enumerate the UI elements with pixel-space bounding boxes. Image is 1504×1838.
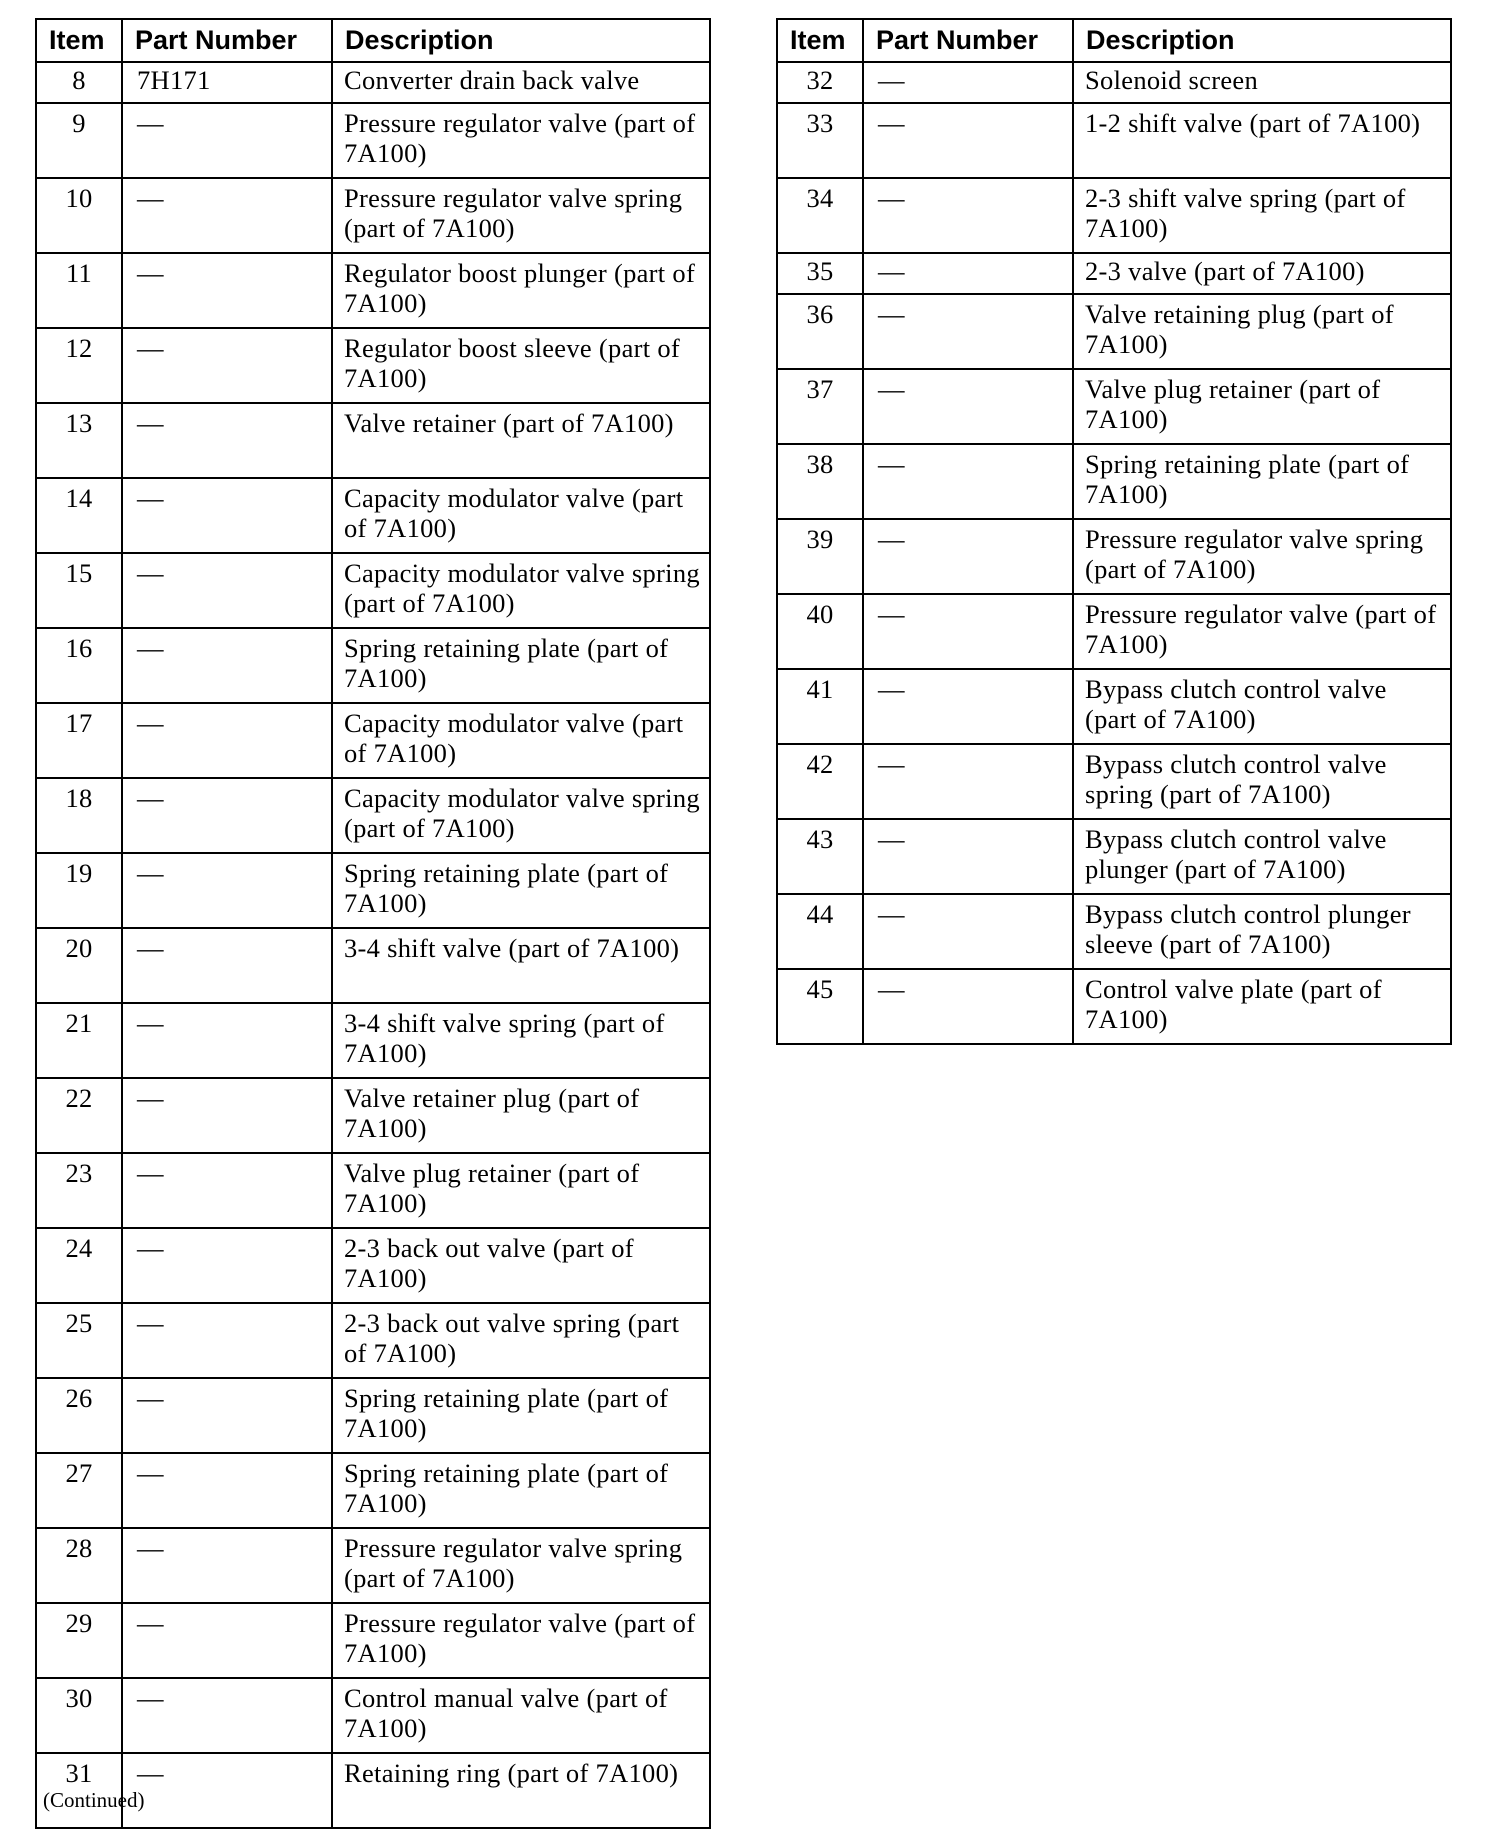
table-row <box>777 294 1451 369</box>
part-number-cell: — <box>863 744 1073 819</box>
part-number-cell: — <box>122 778 332 853</box>
item-number-cell: 8 <box>36 62 122 103</box>
item-number-cell: 25 <box>36 1303 122 1378</box>
table-row <box>36 1453 710 1528</box>
part-number-cell: — <box>122 703 332 778</box>
table-row <box>36 103 710 178</box>
description-cell: 2-3 shift valve spring (part of 7A100) <box>1073 178 1451 253</box>
description-cell: 2-3 valve (part of 7A100) <box>1073 253 1451 294</box>
table-row <box>36 328 710 403</box>
part-number-cell: — <box>863 519 1073 594</box>
item-number-cell: 40 <box>777 594 863 669</box>
description-cell: Pressure regulator valve spring (part of 7A100) <box>1073 519 1451 594</box>
table-row <box>36 1378 710 1453</box>
column-header-item: Item <box>777 19 863 62</box>
continued-note: (Continued) <box>43 1788 145 1812</box>
table-row <box>777 594 1451 669</box>
description-cell: Capacity modulator valve spring (part of 7A100) <box>332 553 710 628</box>
part-number-cell: — <box>863 894 1073 969</box>
description-cell: Control valve plate (part of 7A100) <box>1073 969 1451 1044</box>
description-cell: Bypass clutch control valve spring (part of 7A100) <box>1073 744 1451 819</box>
item-number-cell: 18 <box>36 778 122 853</box>
table-row <box>36 628 710 703</box>
part-number-cell: 7H171 <box>122 62 332 103</box>
description-cell: Valve retainer (part of 7A100) <box>332 403 710 478</box>
item-number-cell: 31 <box>36 1753 122 1828</box>
part-number-cell: — <box>122 478 332 553</box>
table-row <box>777 519 1451 594</box>
table-row <box>36 703 710 778</box>
item-number-cell: 17 <box>36 703 122 778</box>
table-row <box>777 62 1451 103</box>
part-number-cell: — <box>122 553 332 628</box>
description-cell: Solenoid screen <box>1073 62 1451 103</box>
part-number-cell: — <box>122 928 332 1003</box>
table-row <box>777 744 1451 819</box>
column-header-part-number: Part Number <box>863 19 1073 62</box>
part-number-cell: — <box>863 253 1073 294</box>
part-number-cell: — <box>863 103 1073 178</box>
parts-table-right <box>776 18 1452 1045</box>
description-cell: Spring retaining plate (part of 7A100) <box>1073 444 1451 519</box>
description-cell: Regulator boost sleeve (part of 7A100) <box>332 328 710 403</box>
item-number-cell: 21 <box>36 1003 122 1078</box>
description-cell: Bypass clutch control valve (part of 7A100) <box>1073 669 1451 744</box>
item-number-cell: 26 <box>36 1378 122 1453</box>
table-row <box>777 178 1451 253</box>
description-cell: Converter drain back valve <box>332 62 710 103</box>
item-number-cell: 28 <box>36 1528 122 1603</box>
column-header-description: Description <box>1073 19 1451 62</box>
part-number-cell: — <box>863 178 1073 253</box>
item-number-cell: 42 <box>777 744 863 819</box>
table-row <box>777 369 1451 444</box>
table-row <box>36 778 710 853</box>
item-number-cell: 23 <box>36 1153 122 1228</box>
item-number-cell: 24 <box>36 1228 122 1303</box>
item-number-cell: 36 <box>777 294 863 369</box>
item-number-cell: 34 <box>777 178 863 253</box>
table-row <box>36 928 710 1003</box>
table-row <box>36 178 710 253</box>
description-cell: Spring retaining plate (part of 7A100) <box>332 1453 710 1528</box>
item-number-cell: 39 <box>777 519 863 594</box>
table-row <box>36 1603 710 1678</box>
description-cell: Valve retaining plug (part of 7A100) <box>1073 294 1451 369</box>
column-header-description: Description <box>332 19 710 62</box>
table-row <box>777 894 1451 969</box>
part-number-cell: — <box>122 103 332 178</box>
part-number-cell: — <box>122 403 332 478</box>
part-number-cell: — <box>863 369 1073 444</box>
part-number-cell: — <box>863 294 1073 369</box>
table-row <box>777 969 1451 1044</box>
table-row <box>777 444 1451 519</box>
table-row <box>777 669 1451 744</box>
item-number-cell: 44 <box>777 894 863 969</box>
table-row <box>36 553 710 628</box>
part-number-cell: — <box>863 62 1073 103</box>
table-row <box>36 1003 710 1078</box>
item-number-cell: 13 <box>36 403 122 478</box>
item-number-cell: 11 <box>36 253 122 328</box>
item-number-cell: 12 <box>36 328 122 403</box>
item-number-cell: 35 <box>777 253 863 294</box>
description-cell: Pressure regulator valve spring (part of 7A100) <box>332 1528 710 1603</box>
table-row <box>36 478 710 553</box>
description-cell: 2-3 back out valve (part of 7A100) <box>332 1228 710 1303</box>
description-cell: Capacity modulator valve (part of 7A100) <box>332 703 710 778</box>
part-number-cell: — <box>122 1303 332 1378</box>
description-cell: Control manual valve (part of 7A100) <box>332 1678 710 1753</box>
description-cell: Bypass clutch control valve plunger (part of 7A100) <box>1073 819 1451 894</box>
table-row <box>36 853 710 928</box>
table-header-row <box>36 19 710 62</box>
description-cell: 3-4 shift valve spring (part of 7A100) <box>332 1003 710 1078</box>
description-cell: Spring retaining plate (part of 7A100) <box>332 1378 710 1453</box>
part-number-cell: — <box>122 1078 332 1153</box>
table-row <box>36 1078 710 1153</box>
part-number-cell: — <box>122 1228 332 1303</box>
column-header-item: Item <box>36 19 122 62</box>
description-cell: Spring retaining plate (part of 7A100) <box>332 853 710 928</box>
part-number-cell: — <box>863 969 1073 1044</box>
part-number-cell: — <box>122 178 332 253</box>
part-number-cell: — <box>122 1603 332 1678</box>
item-number-cell: 37 <box>777 369 863 444</box>
item-number-cell: 41 <box>777 669 863 744</box>
item-number-cell: 33 <box>777 103 863 178</box>
item-number-cell: 30 <box>36 1678 122 1753</box>
description-cell: Spring retaining plate (part of 7A100) <box>332 628 710 703</box>
item-number-cell: 27 <box>36 1453 122 1528</box>
table-row <box>777 253 1451 294</box>
description-cell: Pressure regulator valve spring (part of 7A100) <box>332 178 710 253</box>
table-row <box>777 103 1451 178</box>
part-number-cell: — <box>122 253 332 328</box>
item-number-cell: 16 <box>36 628 122 703</box>
item-number-cell: 14 <box>36 478 122 553</box>
table-row <box>36 1678 710 1753</box>
description-cell: Pressure regulator valve (part of 7A100) <box>1073 594 1451 669</box>
table-row <box>36 1228 710 1303</box>
description-cell: Bypass clutch control plunger sleeve (part of 7A100) <box>1073 894 1451 969</box>
column-header-part-number: Part Number <box>122 19 332 62</box>
description-cell: Valve plug retainer (part of 7A100) <box>1073 369 1451 444</box>
part-number-cell: — <box>122 1378 332 1453</box>
table-row <box>777 819 1451 894</box>
parts-table-left-body <box>36 62 710 1828</box>
part-number-cell: — <box>863 594 1073 669</box>
part-number-cell: — <box>122 1753 332 1828</box>
part-number-cell: — <box>122 1003 332 1078</box>
part-number-cell: — <box>122 628 332 703</box>
part-number-cell: — <box>863 444 1073 519</box>
parts-table-right-body <box>777 62 1451 1044</box>
description-cell: 3-4 shift valve (part of 7A100) <box>332 928 710 1003</box>
item-number-cell: 19 <box>36 853 122 928</box>
table-row <box>36 253 710 328</box>
item-number-cell: 43 <box>777 819 863 894</box>
description-cell: Regulator boost plunger (part of 7A100) <box>332 253 710 328</box>
part-number-cell: — <box>863 819 1073 894</box>
item-number-cell: 10 <box>36 178 122 253</box>
description-cell: Capacity modulator valve (part of 7A100) <box>332 478 710 553</box>
description-cell: Valve plug retainer (part of 7A100) <box>332 1153 710 1228</box>
description-cell: Pressure regulator valve (part of 7A100) <box>332 1603 710 1678</box>
part-number-cell: — <box>122 1153 332 1228</box>
item-number-cell: 38 <box>777 444 863 519</box>
part-number-cell: — <box>863 669 1073 744</box>
description-cell: 1-2 shift valve (part of 7A100) <box>1073 103 1451 178</box>
item-number-cell: 9 <box>36 103 122 178</box>
part-number-cell: — <box>122 853 332 928</box>
item-number-cell: 29 <box>36 1603 122 1678</box>
item-number-cell: 45 <box>777 969 863 1044</box>
item-number-cell: 22 <box>36 1078 122 1153</box>
table-row <box>36 62 710 103</box>
part-number-cell: — <box>122 328 332 403</box>
description-cell: Capacity modulator valve spring (part of 7A100) <box>332 778 710 853</box>
part-number-cell: — <box>122 1453 332 1528</box>
description-cell: Retaining ring (part of 7A100) <box>332 1753 710 1828</box>
part-number-cell: — <box>122 1528 332 1603</box>
description-cell: Pressure regulator valve (part of 7A100) <box>332 103 710 178</box>
table-row <box>36 1528 710 1603</box>
description-cell: 2-3 back out valve spring (part of 7A100) <box>332 1303 710 1378</box>
item-number-cell: 20 <box>36 928 122 1003</box>
parts-table-left <box>35 18 711 1829</box>
description-cell: Valve retainer plug (part of 7A100) <box>332 1078 710 1153</box>
table-row <box>36 403 710 478</box>
table-header-row <box>777 19 1451 62</box>
item-number-cell: 15 <box>36 553 122 628</box>
table-row <box>36 1153 710 1228</box>
part-number-cell: — <box>122 1678 332 1753</box>
item-number-cell: 32 <box>777 62 863 103</box>
table-row <box>36 1303 710 1378</box>
